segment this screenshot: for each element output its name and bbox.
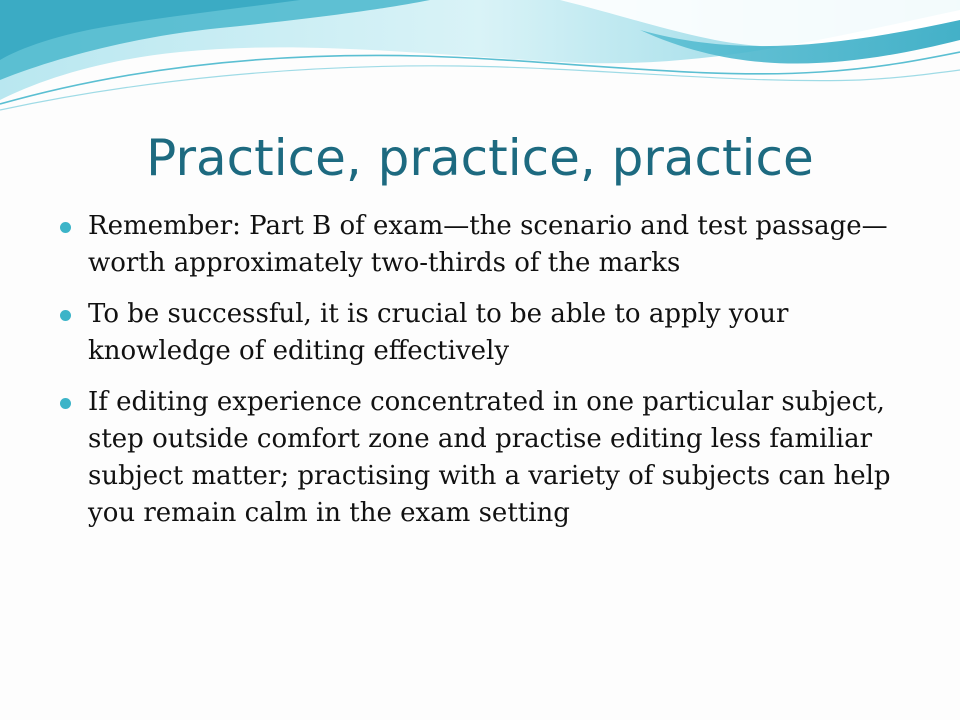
bullet-dot-icon bbox=[60, 398, 71, 409]
bullet-text: To be successful, it is crucial to be able to apply your knowledge of editing effectively bbox=[88, 299, 789, 366]
header-wave-decoration bbox=[0, 0, 960, 120]
slide-title: Practice, practice, practice bbox=[146, 129, 814, 187]
bullet-list bbox=[60, 208, 920, 546]
bullet-dot-icon bbox=[60, 222, 71, 233]
bullet-item bbox=[60, 208, 920, 282]
bullet-dot-icon bbox=[60, 310, 71, 321]
bullet-item bbox=[60, 296, 920, 370]
bullet-text: Remember: Part B of exam—the scenario and test passage—worth approximately two-thirds of the marks bbox=[88, 211, 888, 278]
bullet-text: If editing experience concentrated in one particular subject, step outside comfort zone and practise editing less familiar subject matter; practising with a variety of subjects can help you remain calm in the exam setting bbox=[88, 387, 891, 528]
bullet-item bbox=[60, 384, 920, 532]
